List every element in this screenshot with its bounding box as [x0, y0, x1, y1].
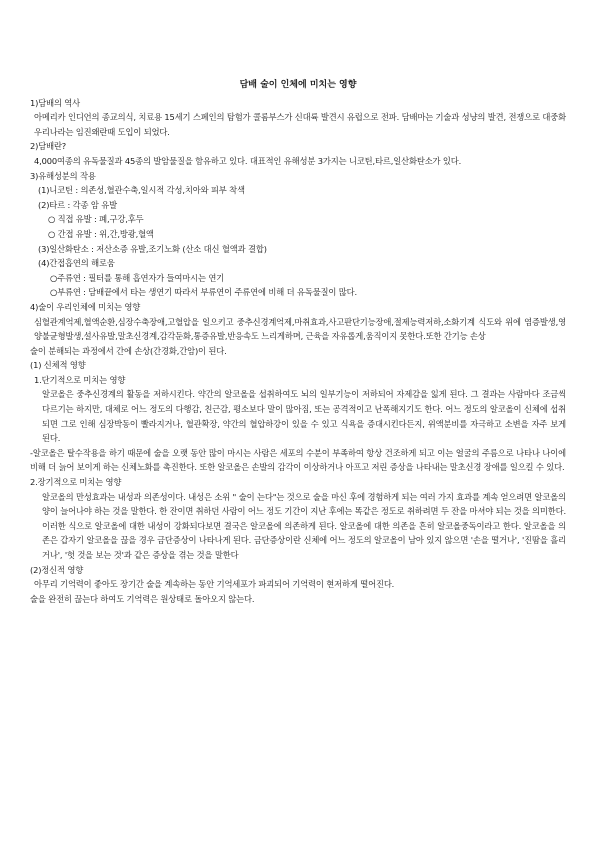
section-heading-harmful-ingredients: 3)유해성분의 작용	[30, 170, 96, 181]
list-item-tar: (2)타르 : 각종 암 유발	[38, 199, 117, 210]
document-title: 담배 술이 인체에 미치는 영향	[239, 80, 357, 90]
paragraph-memory-not-recovered: 술을 완전히 끊는다 하여도 기억력은 원상태로 돌아오지 않는다.	[30, 593, 255, 604]
list-item-mainstream-smoke: ○주류연 : 필터를 통해 흡연자가 들여마시는 연기	[50, 272, 225, 283]
list-item-indirect-cause: ○ 간접 유발 : 위,간,방광,혈액	[48, 228, 154, 239]
list-item-nicotine: (1)니코틴 : 의존성,혈관수축,일시적 각성,치아와 피부 착색	[38, 185, 245, 196]
list-item-secondhand-smoke: (4)간접흡연의 해로움	[38, 258, 115, 269]
paragraph-history: 아메리카 인디언의 종교의식, 치료용 15세기 스페인의 탐험가 콜롬부스가 신대륙 발견시 유럽으로 전파. 담배마는 기술과 성냥의 발견, 전쟁으로 대중화 우리나라는 임진왜란때 도입이 되었다.	[34, 112, 566, 137]
section-heading-tobacco: 2)담배란?	[30, 141, 67, 152]
paragraph-liver-damage: 술이 분해되는 과정에서 간에 손상(간경화,간암)이 된다.	[30, 345, 227, 356]
list-item-carbon-monoxide: (3)일산화탄소 : 저산소증 유발,조기노화 (산소 대신 혈액과 결합)	[38, 243, 267, 254]
subsection-heading-long-term: 2.장기적으로 미치는 영향	[30, 477, 122, 488]
section-heading-physical-effects: (1) 신체적 영향	[30, 360, 86, 371]
subsection-heading-short-term: 1.단기적으로 미치는 영향	[34, 374, 126, 385]
list-item-direct-cause: ○ 직접 유발 : 폐,구강,후두	[48, 214, 144, 225]
paragraph-tobacco: 4,000여종의 유독물질과 45종의 발암물질을 함유하고 있다. 대표적인 유해성분 3가지는 니코틴,타르,일산화탄소가 있다.	[34, 155, 462, 166]
document-page	[30, 78, 566, 606]
paragraph-short-term: 알코올은 중추신경계의 활동을 저하시킨다. 약간의 알코올을 섭취하여도 뇌의 일부기능이 저하되어 자제감을 잃게 된다. 그 결과는 사람마다 조금씩 다르기는 하지만, 대체로 어느 정도의 다행감, 친근감, 평소보다 말이 많아짐, 또는 공격적이고 난폭해지기도 한다. 어느 정도의 알코올이 신체에 섭취되면 그로 인해 심장박동이 빨라지거나, 혈관확장, 약간의 혈압하강이 있을 수 있고 식욕을 증대시킨다든지, 위액분비를 자극하고 소변을 자주 보게 된다.	[42, 389, 566, 444]
section-heading-mental-effects: (2)정신적 영향	[30, 564, 84, 575]
paragraph-dehydration: -알코올은 탈수작용을 하기 때문에 술을 오랫 동안 많이 마시는 사람은 세포의 수분이 부족하여 항상 건조하게 되고 이는 얼굴의 주름으로 나타나 나이에 비해 더 늙어 보이게 하는 신체노화를 촉진한다. 또한 알코올은 손발의 감각이 이상하거나 아프고 저린 증상을 나타내는 말초신경 장애를 일으킬 수 있다.	[30, 447, 566, 473]
paragraph-memory-loss: 아무리 기억력이 좋아도 장기간 술을 계속하는 동안 기억세포가 파괴되어 기억력이 현저하게 떨어진다.	[34, 579, 395, 590]
paragraph-long-term: 알코올의 만성효과는 내성과 의존성이다. 내성은 소위 " 술이 는다"는 것으로 술을 마신 후에 경험하게 되는 여러 가지 효과를 계속 얻으려면 알코올의 양이 늘어나야 하는 것을 말한다. 한 잔이면 취하던 사람이 어느 정도 기간이 지난 후에는 똑같은 정도로 취하려면 두 잔을 마셔야 되는 것을 의미한다. 이러한 식으로 알코올에 대한 내성이 강화되다보면 결국은 알코올에 의존하게 된다. 알코올에 대한 의존을 흔히 알코올중독이라고 한다. 알코올을 의존은 갑자기 알코올을 끊을 경우 금단증상이 나타나게 된다. 금단증상이란 신체에 어느 정도의 알코올이 남아 있지 않으면 '손을 떨거나', '진땀을 흘리거나', '헛 것을 보는 것'과 같은 증상을 겪는 것을 말한다	[42, 491, 566, 560]
list-item-sidestream-smoke: ○부류연 : 담배끝에서 타는 생연기 따라서 부류연이 주류연에 비해 더 유독물질이 많다.	[50, 287, 357, 298]
section-heading-history: 1)담배의 역사	[30, 97, 81, 108]
section-heading-alcohol-effects: 4)술이 우리인체에 미치는 영향	[30, 301, 141, 312]
paragraph-alcohol-effects: 심혈관계억제,혈액순환,심장수축장애,고혈압을 일으키고 중추신경계억제,마취효과,사고판단기능장애,절제능력저하,소화기계 식도와 위에 염증발생,영양불균형발생,설사유발,말초신경계,감각둔화,통증유발,반응속도 느리게하며, 근육을 자유롭게,움직이지 못한다.또한 간기능 손상	[34, 316, 566, 342]
